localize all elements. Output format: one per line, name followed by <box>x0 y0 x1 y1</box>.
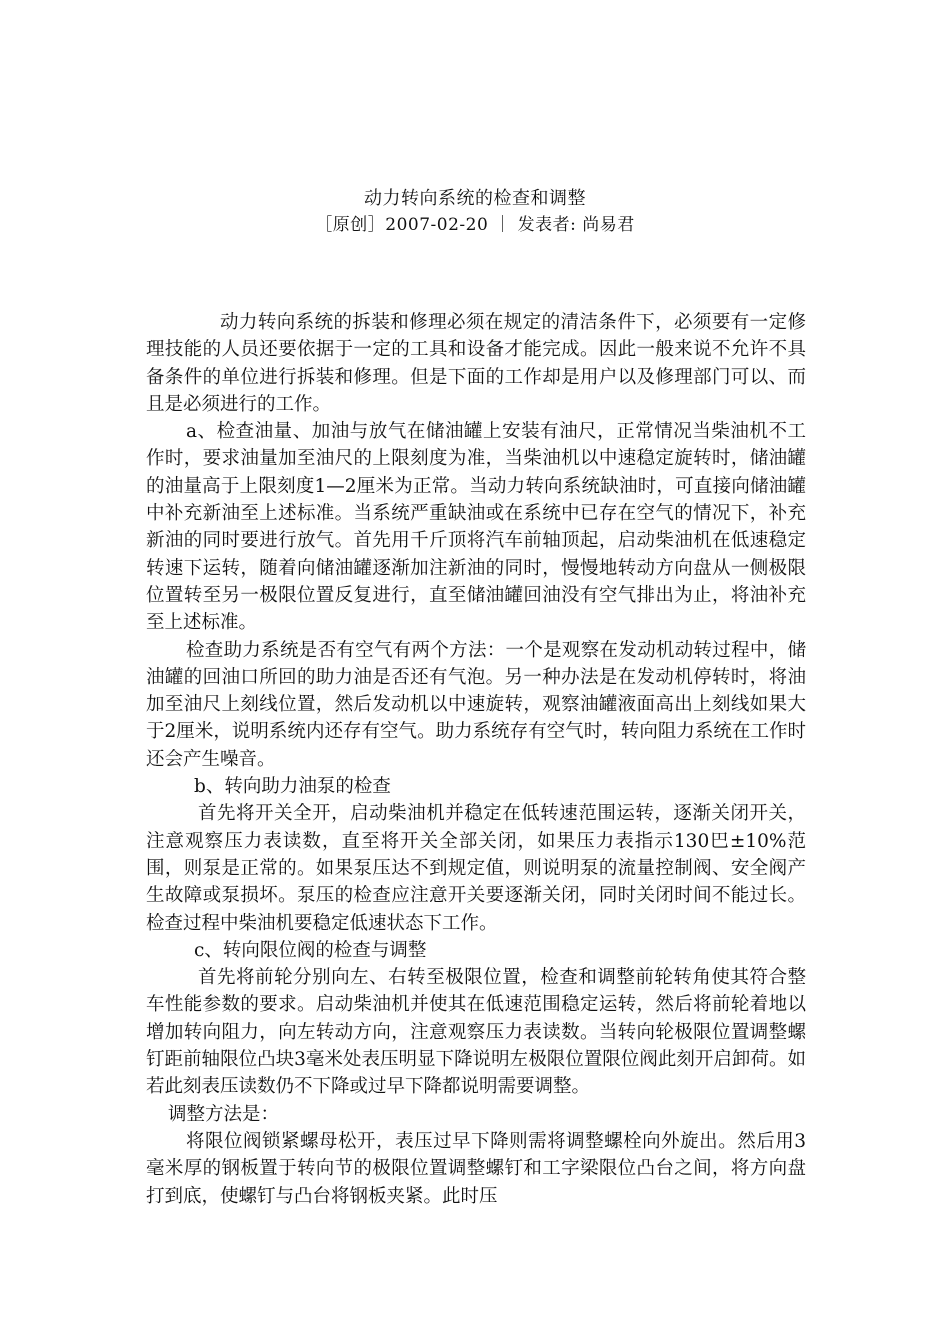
paragraph-adjust-method: 将限位阀锁紧螺母松开，表压过早下降则需将调整螺栓向外旋出。然后用3毫米厚的钢板置于转向节的极限位置调整螺钉和工字梁限位凸台之间，将方向盘打到底，使螺钉与凸台将钢板夹紧。此时压 <box>146 1130 806 1207</box>
article-body <box>146 309 806 1210</box>
paragraph-air-check: 检查助力系统是否有空气有两个方法：一个是观察在发动机动转过程中，储油罐的回油口所回的助力油是否还有气泡。另一种办法是在发动机停转时，将油加至油尺上刻线位置，然后发动机以中速旋转，观察油罐液面高出上刻线如果大于2厘米，说明系统内还存有空气。助力系统存有空气时，转向阻力系统在工作时还会产生噪音。 <box>146 639 806 770</box>
paragraph-pump-check: 首先将开关全开，启动柴油机并稳定在低转速范围运转，逐渐关闭开关，注意观察压力表读数，直至将开关全部关闭，如果压力表指示130巴±10%范围，则泵是正常的。如果泵压达不到规定值，则说明泵的流量控制阀、安全阀产生故障或泵损坏。泵压的检查应注意开关要逐渐关闭，同时关闭时间不能过长。检查过程中柴油机要稳定低速状态下工作。 <box>146 803 806 934</box>
header <box>0 186 950 238</box>
subheading-adjust-method: 调整方法是： <box>168 1103 280 1125</box>
byline: ［原创］2007-02-20 ｜ 发表者: 尚易君 <box>315 215 635 235</box>
paragraph-oil-check: a、检查油量、加油与放气在储油罐上安装有油尺，正常情况当柴油机不工作时，要求油量加至油尺的上限刻度为准，当柴油机以中速稳定旋转时，储油罐的油量高于上限刻度1—2厘米为正常。当动力转向系统缺油时，可直接向储油罐中补充新油至上述标准。当系统严重缺油或在系统中已存在空气的情况下，补充新油的同时要进行放气。首先用千斤顶将汽车前轴顶起，启动柴油机在低速稳定转速下运转，随着向储油罐逐渐加注新油的同时，慢慢地转动方向盘从一侧极限位置转至另一极限位置反复进行，直至储油罐回油没有空气排出为止，将油补充至上述标准。 <box>146 421 806 634</box>
section-heading-limit-valve: c、转向限位阀的检查与调整 <box>194 939 427 961</box>
page-title: 动力转向系统的检查和调整 <box>364 188 586 209</box>
paragraph-intro: 动力转向系统的拆装和修理必须在规定的清洁条件下，必须要有一定修理技能的人员还要依据于一定的工具和设备才能完成。因此一般来说不允许不具备条件的单位进行拆装和修理。但是下面的工作却是用户以及修理部门可以、而且是必须进行的工作。 <box>146 312 806 415</box>
section-heading-pump: b、转向助力油泵的检查 <box>194 776 391 798</box>
paragraph-limit-valve: 首先将前轮分别向左、右转至极限位置，检查和调整前轮转角使其符合整车性能参数的要求。启动柴油机并使其在低速范围稳定运转，然后将前轮着地以增加转向阻力，向左转动方向，注意观察压力表读数。当转向轮极限位置调整螺钉距前轴限位凸块3毫米处表压明显下降说明左极限位置限位阀此刻开启卸荷。如若此刻表压读数仍不下降或过早下降都说明需要调整。 <box>146 967 806 1098</box>
